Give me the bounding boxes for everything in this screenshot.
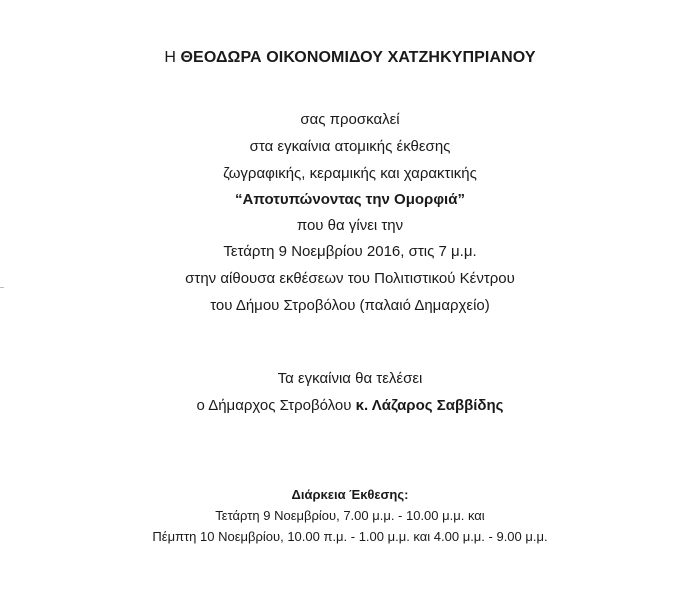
arts-line: ζωγραφικής, κεραμικής και χαρακτικής	[223, 165, 477, 182]
mayor-title: ο Δήμαρχος Στροβόλου	[196, 397, 352, 414]
host-prefix: Η	[164, 49, 176, 66]
duration-line-2: Πέμπτη 10 Νοεμβρίου, 10.00 π.μ. - 1.00 μ.μ. και 4.00 μ.μ. - 9.00 μ.μ.	[152, 529, 548, 544]
venue-line-2: του Δήμου Στροβόλου (παλαιό Δημαρχείο)	[210, 297, 490, 314]
host-name: ΘΕΟΔΩΡΑ ΟΙΚΟΝΟΜΙΔΟΥ ΧΑΤΖΗΚΥΠΡΙΑΝΟΥ	[180, 49, 536, 66]
edge-mark	[0, 287, 4, 288]
officiation-line-2	[0, 396, 700, 416]
duration-heading: Διάρκεια Έκθεσης:	[291, 487, 409, 502]
will-take-place-line: που θα γίνει την	[296, 217, 404, 234]
opening-line: στα εγκαίνια ατομικής έκθεσης	[249, 138, 451, 155]
invites-line: σας προσκαλεί	[300, 111, 400, 128]
officiation-line-1: Τα εγκαίνια θα τελέσει	[277, 370, 423, 387]
mayor-name: κ. Λάζαρος Σαββίδης	[355, 397, 504, 414]
duration-line-1: Τετάρτη 9 Νοεμβρίου, 7.00 μ.μ. - 10.00 μ.μ. και	[215, 508, 485, 523]
venue-line-1: στην αίθουσα εκθέσεων του Πολιτιστικού Κέντρου	[185, 270, 515, 287]
host-line	[0, 48, 700, 68]
date-line: Τετάρτη 9 Νοεμβρίου 2016, στις 7 μ.μ.	[223, 243, 477, 260]
exhibition-title: “Αποτυπώνοντας την Ομορφιά”	[235, 191, 465, 208]
